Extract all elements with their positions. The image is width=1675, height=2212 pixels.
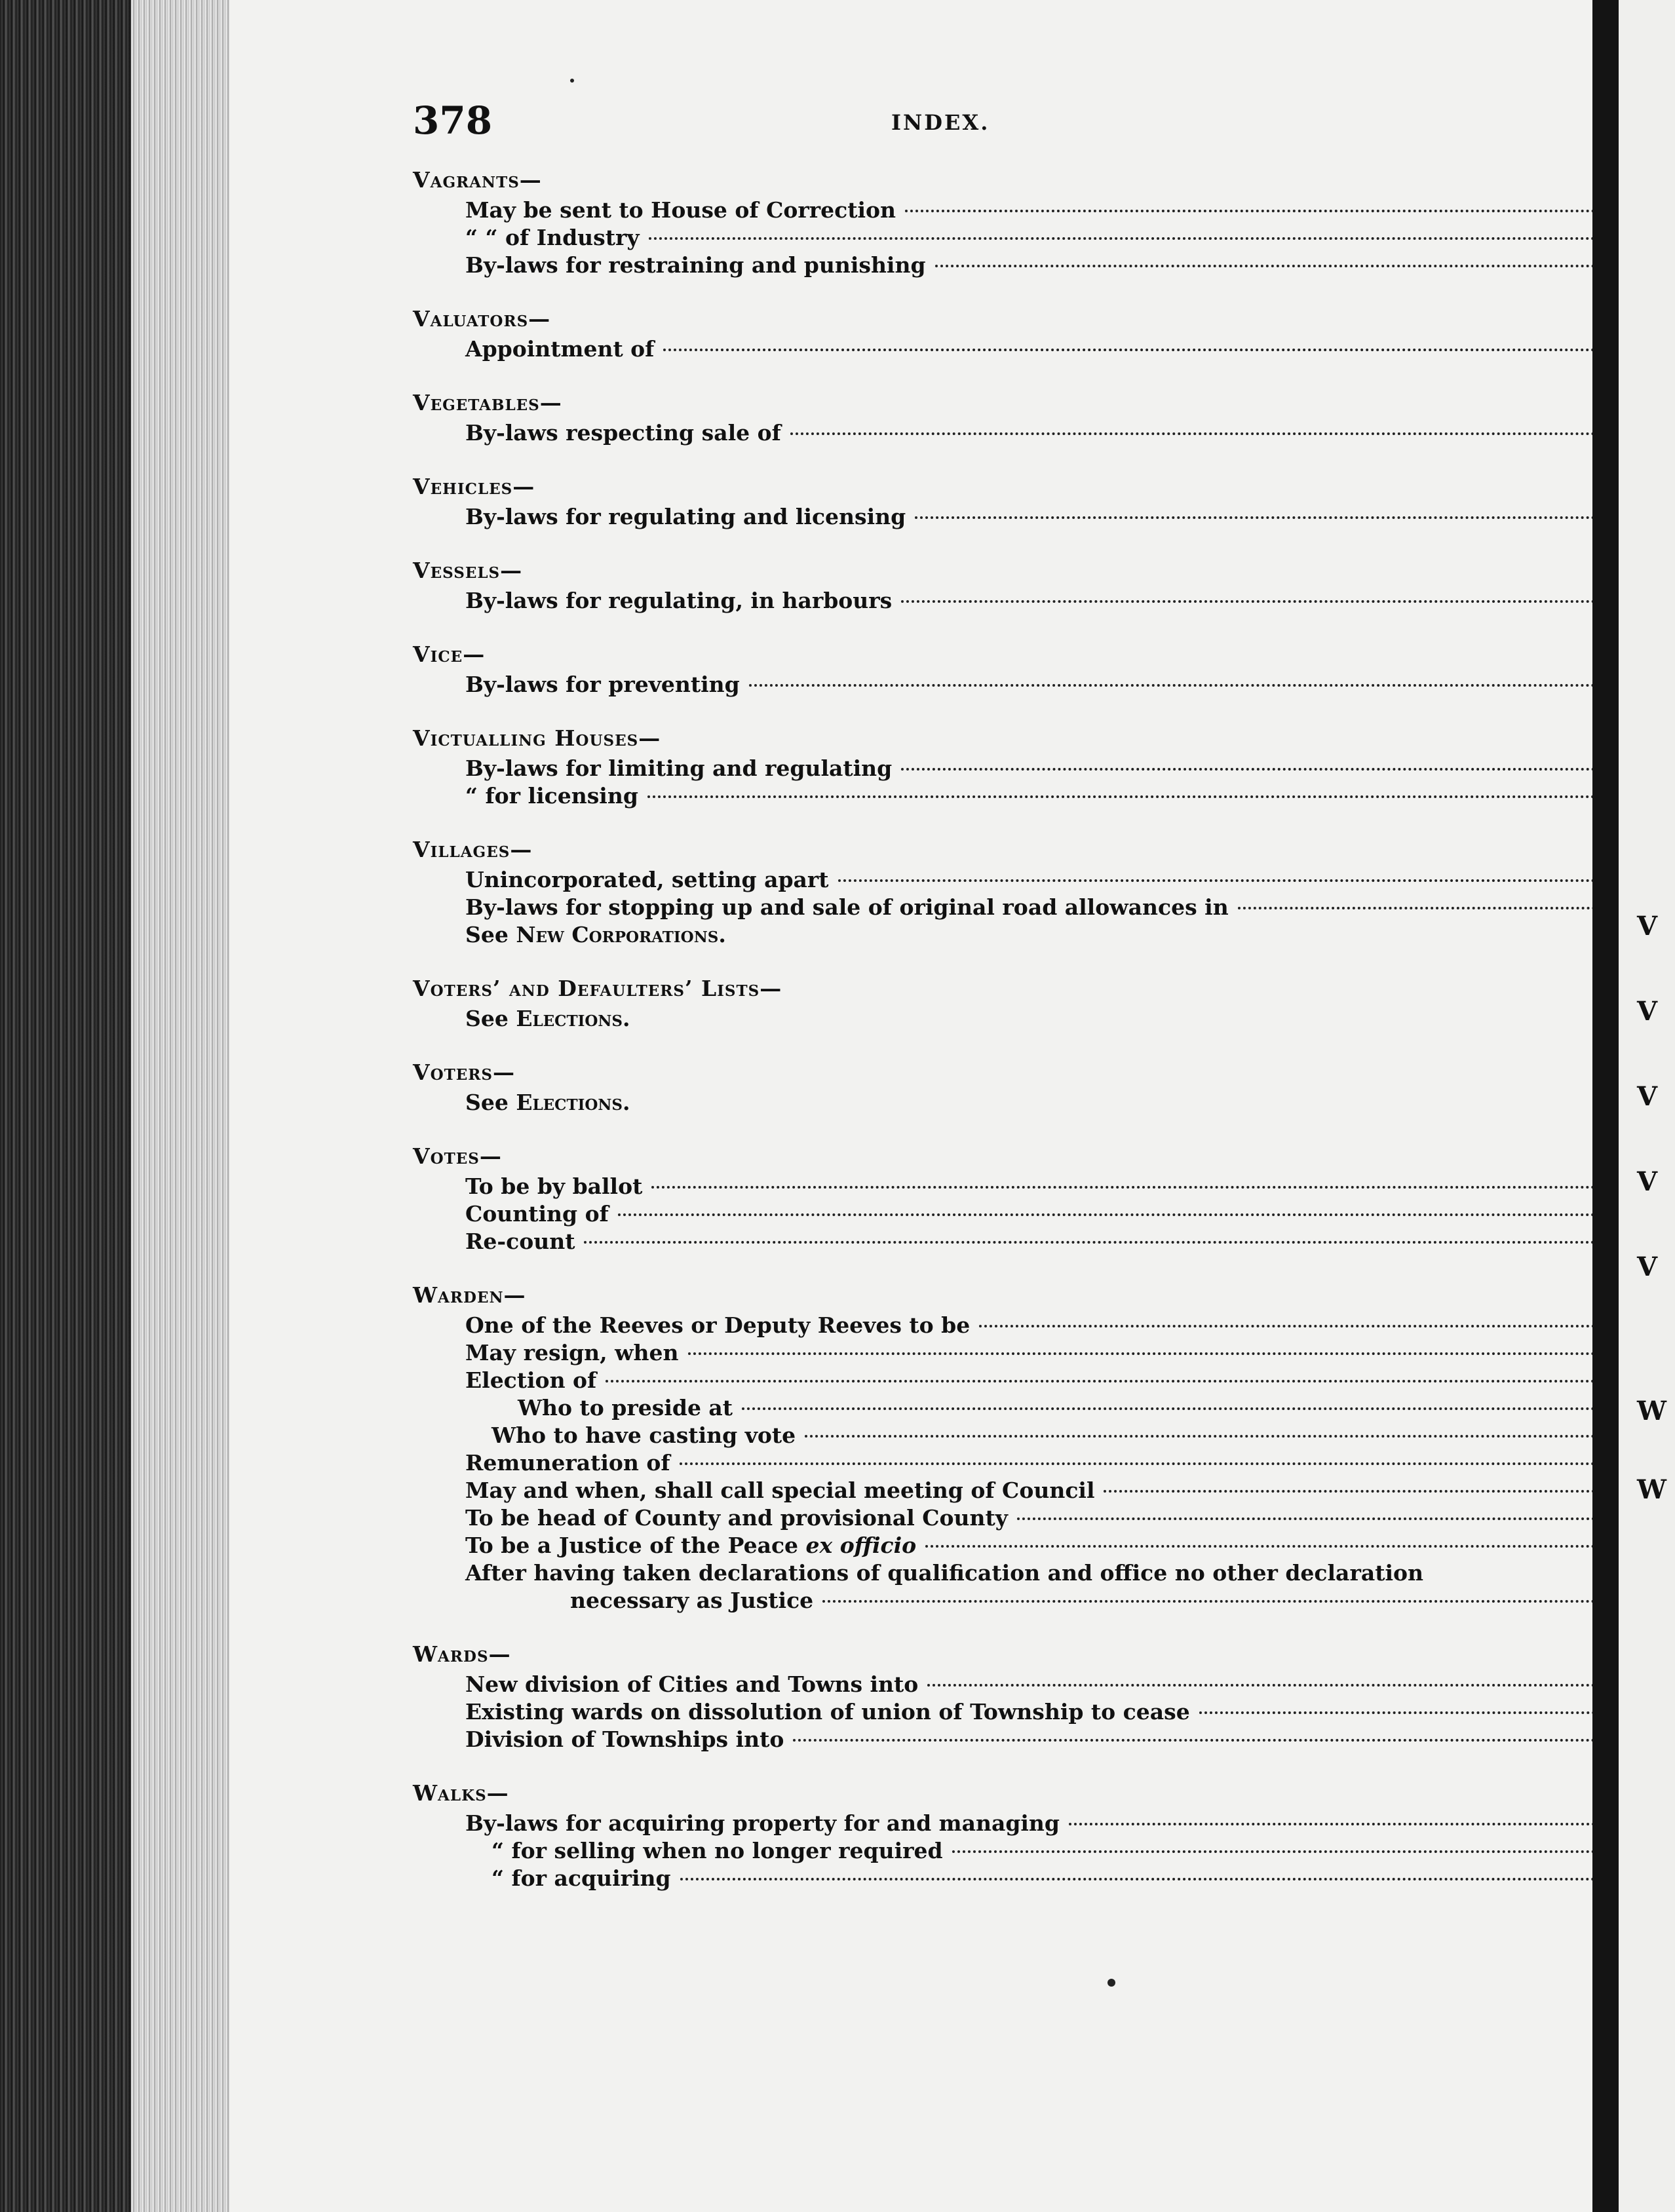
book-spine (0, 0, 131, 2212)
dot-leader (618, 1213, 1592, 1216)
entry-text: Re-count (465, 1229, 575, 1254)
section-heading: Villages— (413, 837, 533, 862)
dot-leader (905, 210, 1592, 212)
index-entry (413, 755, 1592, 782)
next-page-letter: V (1637, 911, 1658, 942)
index-entry (413, 1532, 1592, 1559)
entry-text: Remuneration of (465, 1450, 670, 1476)
dot-leader (749, 684, 1592, 687)
index-entry (413, 1394, 1592, 1422)
index-page (229, 0, 1592, 2212)
entry-text: “ for selling when no longer required (491, 1838, 943, 1863)
index-entry-wrapped (413, 1559, 1592, 1614)
dot-leader (952, 1850, 1592, 1853)
entry-text: Existing wards on dissolution of union of Township to cease (465, 1699, 1190, 1725)
entry-text: New division of Cities and Towns into (465, 1671, 919, 1697)
speck (570, 79, 574, 83)
dot-leader (793, 1739, 1592, 1742)
index-entry (413, 782, 1592, 810)
dot-leader (606, 1380, 1592, 1382)
section-heading: Votes— (413, 1143, 502, 1169)
see-target: Elections. (516, 1006, 630, 1031)
index-section (413, 470, 1592, 531)
index-section (413, 638, 1592, 698)
index-section (413, 1638, 1592, 1753)
index-entry (413, 1228, 1592, 1255)
entry-text: necessary as Justice (570, 1588, 814, 1613)
dot-leader (925, 1545, 1592, 1548)
see-reference (413, 1089, 1592, 1116)
dot-leader (805, 1435, 1592, 1438)
see-prefix: See (465, 1006, 509, 1031)
running-head: INDEX. (891, 110, 990, 135)
index-entry (413, 197, 1592, 224)
section-heading: Walks— (413, 1780, 509, 1806)
section-heading: Victualling Houses— (413, 725, 661, 751)
next-page-letter: V (1637, 996, 1658, 1027)
dot-leader (647, 795, 1592, 798)
dot-leader (1104, 1490, 1592, 1493)
index-entry (413, 1477, 1592, 1504)
index-entry (413, 1504, 1592, 1532)
index-entry (413, 1698, 1592, 1726)
next-page-letter: W (1637, 1396, 1666, 1426)
entry-text: “ “ of Industry (465, 225, 640, 250)
see-target: New Corporations. (516, 922, 726, 947)
see-prefix: See (465, 1090, 509, 1115)
entry-text: “ for acquiring (491, 1865, 671, 1891)
dot-leader (688, 1352, 1592, 1355)
index-section (413, 1140, 1592, 1255)
index-content (413, 164, 1592, 1916)
entry-text: By-laws for limiting and regulating (465, 755, 893, 781)
index-entry (413, 1173, 1592, 1200)
next-page-edge (1619, 0, 1675, 2212)
index-entry (413, 1367, 1592, 1394)
entry-text: Who to preside at (518, 1395, 733, 1421)
book-gutter (1592, 0, 1619, 2212)
index-entry (413, 419, 1592, 447)
section-heading: Vehicles— (413, 474, 535, 499)
index-entry (413, 894, 1592, 921)
index-section (413, 303, 1592, 363)
entry-text: To be by ballot (465, 1173, 643, 1199)
section-heading: Vessels— (413, 558, 523, 583)
entry-text-line2 (413, 1587, 1592, 1614)
index-entry (413, 1422, 1592, 1449)
page-number: 378 (413, 98, 493, 143)
dot-leader (901, 600, 1592, 603)
index-entry (413, 1671, 1592, 1698)
index-entry (413, 1200, 1592, 1228)
index-entry (413, 866, 1592, 894)
page-header (413, 98, 1592, 144)
entry-text: By-laws respecting sale of (465, 420, 781, 446)
entry-text: By-laws for regulating, in harbours (465, 588, 893, 613)
entry-text: To be head of County and provisional County (465, 1505, 1008, 1531)
index-section (413, 1056, 1592, 1116)
index-section (413, 554, 1592, 615)
dot-leader (1199, 1711, 1592, 1714)
index-entry (413, 671, 1592, 698)
index-entry (413, 503, 1592, 531)
index-section (413, 722, 1592, 810)
entry-text-line1: After having taken declarations of qualification and office no other declaration (465, 1560, 1423, 1586)
index-entry (413, 1312, 1592, 1339)
page-edges (131, 0, 229, 2212)
dot-leader (790, 432, 1592, 435)
index-entry (413, 1449, 1592, 1477)
entry-text: By-laws for acquiring property for and managing (465, 1810, 1060, 1836)
index-entry (413, 335, 1592, 363)
dot-leader (680, 1462, 1592, 1465)
index-entry (413, 1339, 1592, 1367)
next-page-letter: V (1637, 1081, 1658, 1112)
see-prefix: See (465, 922, 509, 947)
index-section (413, 833, 1592, 949)
dot-leader (901, 768, 1592, 771)
speck (1107, 1979, 1115, 1987)
entry-text: Division of Townships into (465, 1726, 784, 1752)
section-heading: Valuators— (413, 306, 551, 332)
entry-text: May and when, shall call special meeting of Council (465, 1478, 1095, 1503)
entry-text: Election of (465, 1367, 597, 1393)
dot-leader (649, 237, 1592, 240)
next-page-letter: V (1637, 1251, 1658, 1282)
dot-leader (935, 265, 1592, 267)
see-target: Elections. (516, 1090, 630, 1115)
dot-leader (651, 1186, 1592, 1189)
index-section (413, 972, 1592, 1033)
index-section (413, 1777, 1592, 1892)
index-section (413, 1279, 1592, 1614)
index-entry (413, 1726, 1592, 1753)
entry-text: Unincorporated, setting apart (465, 867, 829, 892)
dot-leader (822, 1600, 1592, 1603)
entry-text: By-laws for stopping up and sale of original road allowances in (465, 894, 1229, 920)
index-section (413, 164, 1592, 279)
dot-leader (680, 1878, 1592, 1880)
see-reference (413, 1005, 1592, 1033)
index-section (413, 387, 1592, 447)
entry-text: Appointment of (465, 336, 655, 362)
section-heading: Wards— (413, 1641, 511, 1667)
entry-text: By-laws for regulating and licensing (465, 504, 906, 529)
index-entry (413, 1865, 1592, 1892)
dot-leader (979, 1325, 1592, 1327)
see-reference (413, 921, 1592, 949)
index-entry (413, 1837, 1592, 1865)
index-entry (413, 587, 1592, 615)
index-entry (413, 252, 1592, 279)
entry-text: May be sent to House of Correction (465, 197, 896, 223)
entry-text: By-laws for preventing (465, 672, 740, 697)
entry-text: To be a Justice of the Peace ex officio (465, 1533, 917, 1558)
entry-text: By-laws for restraining and punishing (465, 252, 926, 278)
index-entry (413, 224, 1592, 252)
dot-leader (663, 349, 1592, 351)
section-heading: Vice— (413, 641, 486, 667)
section-heading: Warden— (413, 1282, 526, 1308)
dot-leader (1069, 1823, 1592, 1825)
entry-text: Who to have casting vote (491, 1422, 796, 1448)
dot-leader (915, 516, 1592, 519)
next-page-letter: W (1637, 1474, 1666, 1505)
section-heading: Voters’ and Defaulters’ Lists— (413, 976, 782, 1001)
dot-leader (927, 1684, 1592, 1687)
dot-leader (838, 879, 1592, 882)
entry-text: “ for licensing (465, 783, 638, 809)
dot-leader (584, 1241, 1592, 1244)
entry-text: May resign, when (465, 1340, 679, 1365)
index-entry (413, 1810, 1592, 1837)
dot-leader (1017, 1517, 1592, 1520)
section-heading: Vagrants— (413, 167, 542, 193)
entry-text: One of the Reeves or Deputy Reeves to be (465, 1312, 971, 1338)
section-heading: Voters— (413, 1059, 516, 1085)
entry-text: Counting of (465, 1201, 609, 1227)
dot-leader (1238, 907, 1592, 909)
section-heading: Vegetables— (413, 390, 562, 415)
dot-leader (742, 1407, 1592, 1410)
next-page-letter: V (1637, 1166, 1658, 1197)
